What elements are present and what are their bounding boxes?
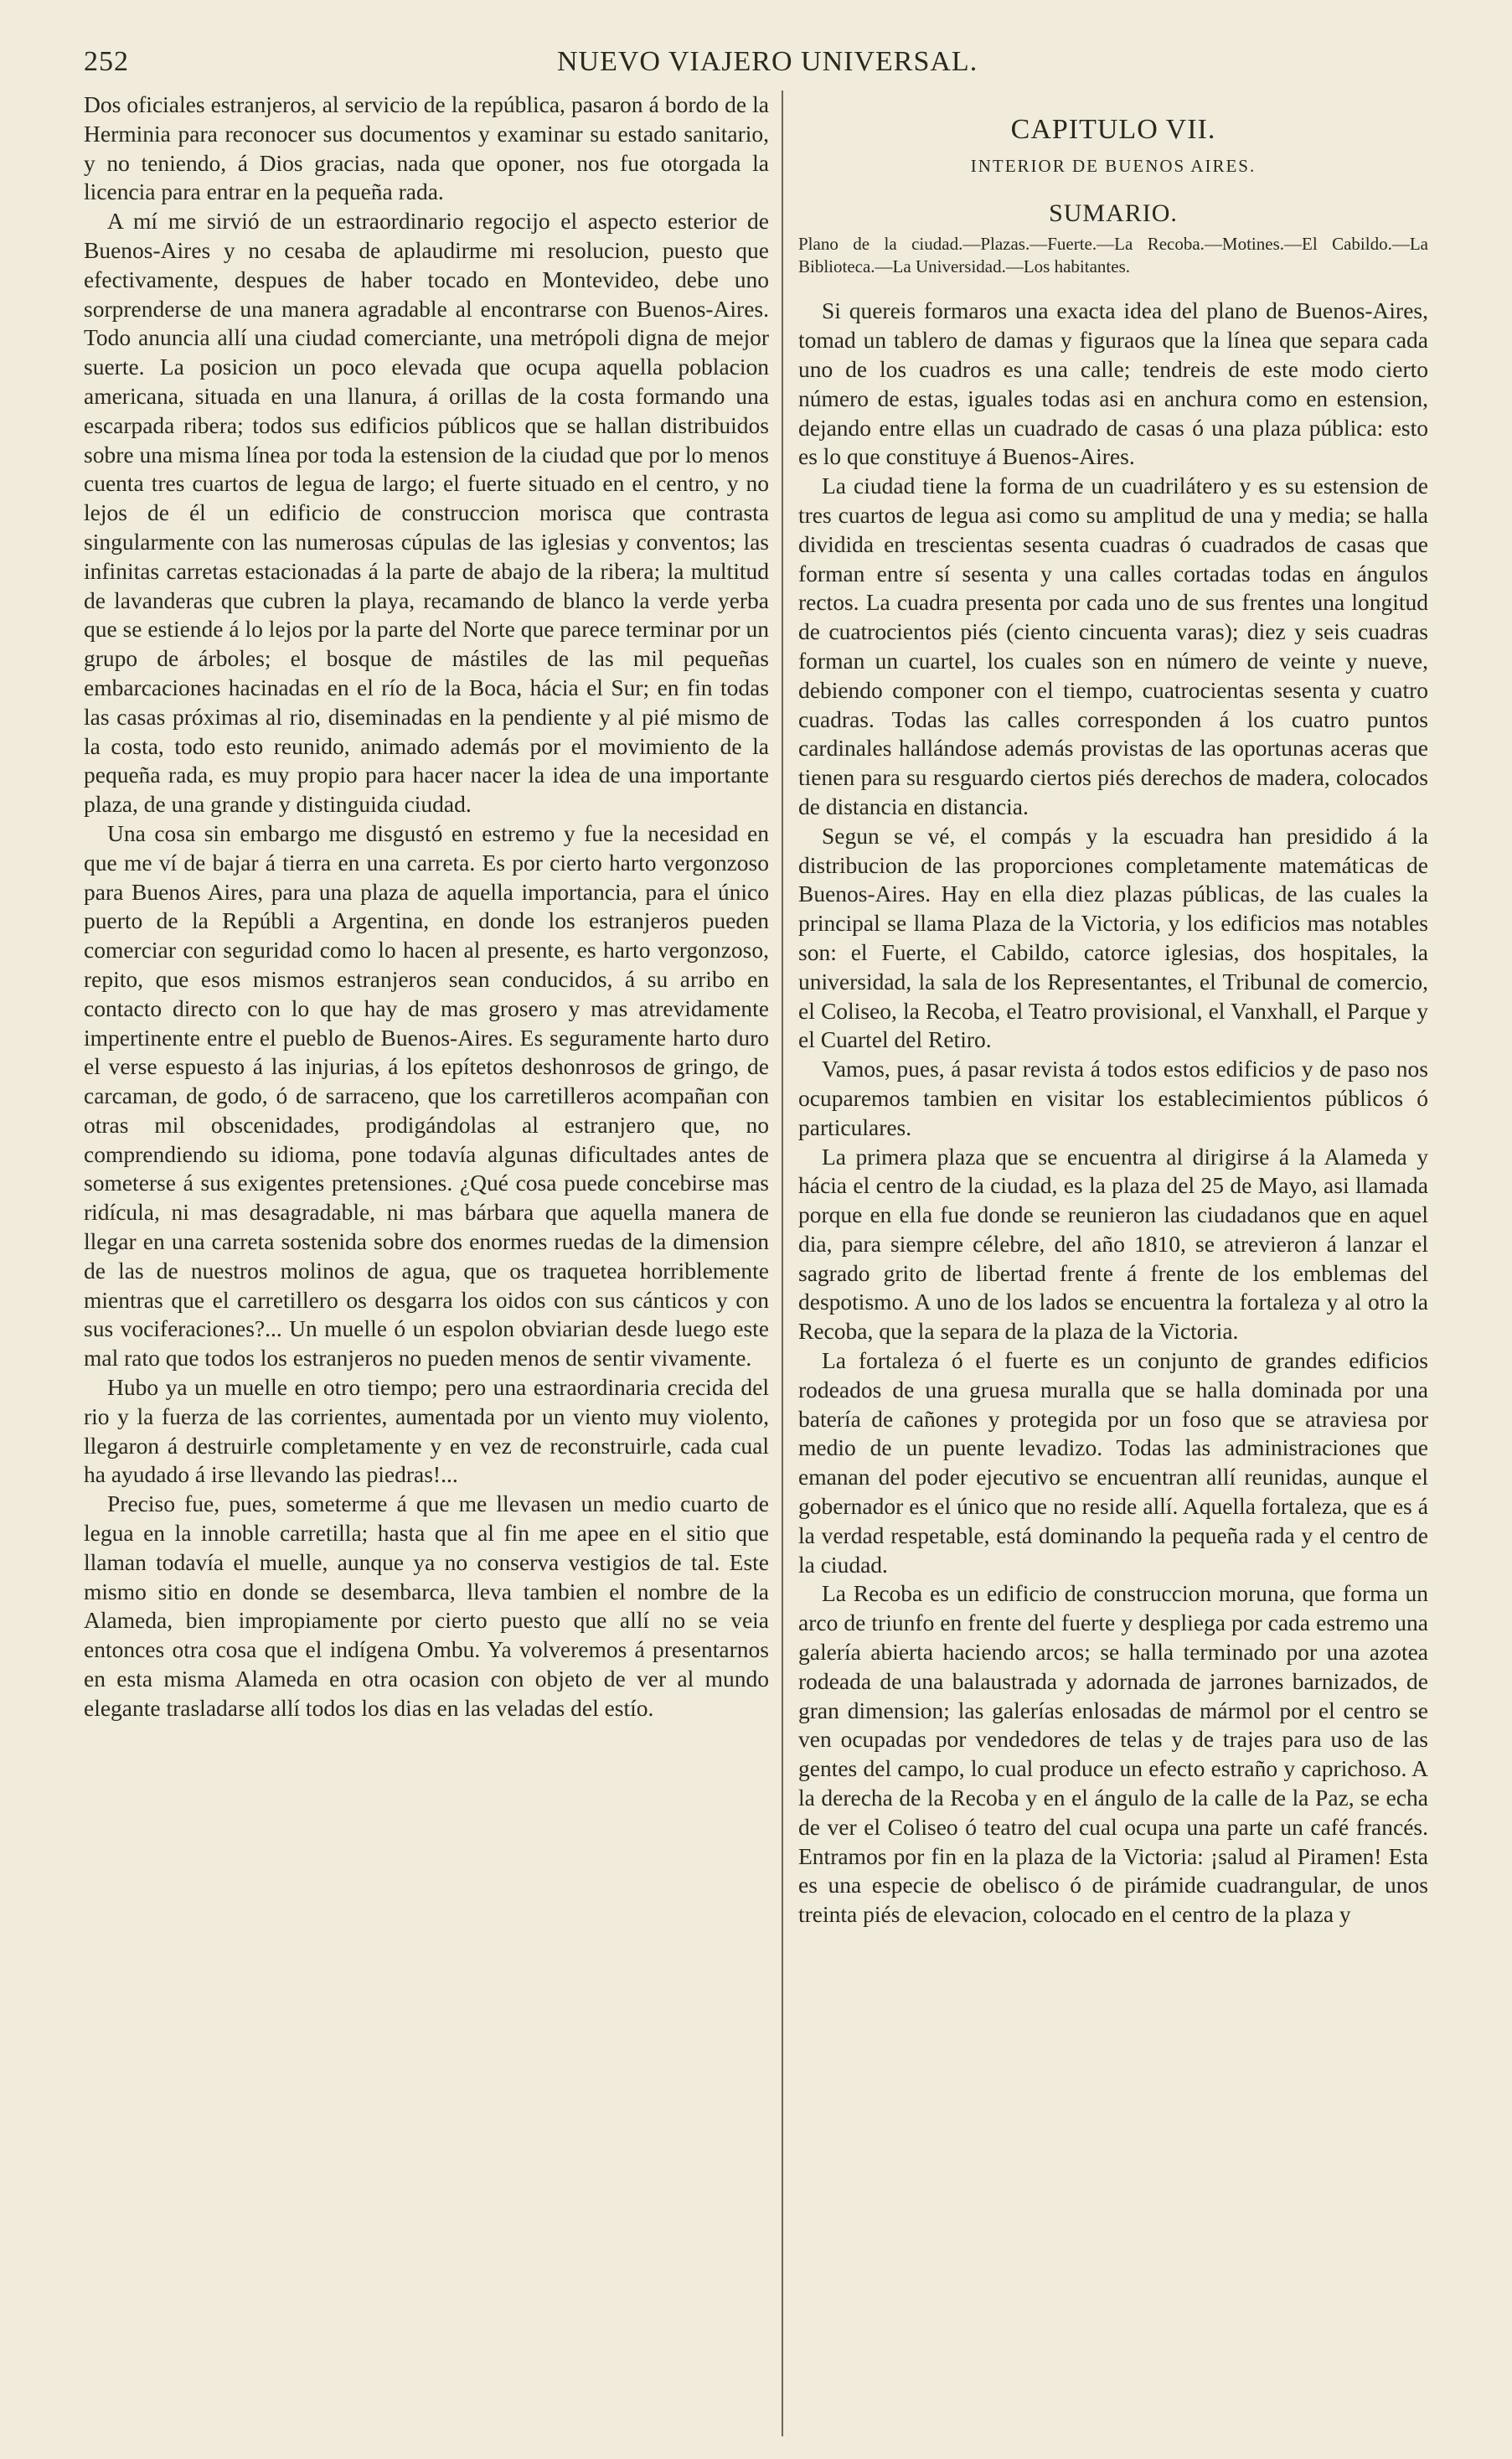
paragraph: La primera plaza que se encuentra al dirigirse á la Alameda y hácia el centro de la ciudad, es la plaza del 25 de Mayo, asi llamada porque en ella fue donde se reunieron las ciudadanos que en aquel dia, para siempre célebre, del año 1810, se atrevieron á lanzar el sagrado grito de libertad frente á frente de los emblemas del despotismo. A uno de los lados se encuentra la fortaleza y al otro la Recoba, que la separa de la plaza de la Victoria. (798, 1143, 1428, 1345)
chapter-subtitle: INTERIOR DE BUENOS AIRES. (970, 155, 1257, 176)
summary-text: Plano de la ciudad.—Plazas.—Fuerte.—La Recoba.—Motines.—El Cabildo.—La Biblioteca.—La Universidad.—Los habitantes. (798, 234, 1428, 277)
paragraph: Si quereis formaros una exacta idea del plano de Buenos-Aires, tomad un tablero de damas y figuraos que la línea que separa cada uno de los cuadros es una calle; tendreis de este modo cierto número de estas, iguales todas asi en anchura como en estension, dejando entre ellas un cuadrado de casas ó una plaza pública: esto es lo que constituye á Buenos-Aires. (798, 297, 1428, 470)
paragraph: A mí me sirvió de un estraordinario regocijo el aspecto esterior de Buenos-Aires y no cesaba de aplaudirme mi resolucion, puesto que efectivamente, despues de haber tocado en Montevideo, debe uno sorprenderse de una manera agradable al encontrarse con Buenos-Aires. Todo anuncia allí una ciudad comerciante, una metrópoli digna de mejor suerte. La posicion un poco elevada que ocupa aquella poblacion americana, situada en una llanura, á orillas de la costa formando una escarpada ribera; todos sus edificios públicos que se hallan distribuidos sobre una misma línea por toda la estension de la ciudad que por lo menos cuenta tres cuartos de legua de largo; el fuerte situado en el centro, y no lejos de él un edificio de construccion morisca que contrasta singularmente con las numerosas cúpulas de las iglesias y conventos; las infinitas carretas estacionadas á la parte de abajo de la ribera; la multitud de lavanderas que cubren la playa, recamando de blanco la verde yerba que se estiende á lo lejos por la parte del Norte que parece terminar por un grupo de árboles; el bosque de mástiles de las mil pequeñas embarcaciones hacinadas en el río de la Boca, hácia el Sur; en fin todas las casas próximas al rio, diseminadas en la pendiente y al pié mismo de la costa, todo esto reunido, animado además por el movimiento de la pequeña rada, es muy propio para hacer nacer la idea de una importante plaza, de una grande y distinguida ciudad. (84, 208, 769, 818)
paragraph: La ciudad tiene la forma de un cuadrilátero y es su estension de tres cuartos de legua asi como su amplitud de una y media; se halla dividida en trescientas sesenta cuadras ó cuadrados de casas que forman entre sí sesenta y una calles cortadas todas en ángulos rectos. La cuadra presenta por cada uno de sus frentes una longitud de cuatrocientos piés (ciento cincuenta varas); diez y seis cuadras forman un cuartel, los cuales son en número de veinte y nueve, debiendo componer con el tiempo, cuatrocientas sesenta y cuatro cuadras. Todas las calles corresponden á los cuatro puntos cardinales hallándose además provistas de las oportunas aceras que tienen para su resguardo ciertos piés derechos de madera, colocados de distancia en distancia. (798, 473, 1428, 819)
paragraph: Preciso fue, pues, someterme á que me llevasen un medio cuarto de legua en la innoble carretilla; hasta que al fin me apee en el sitio que llaman todavía el muelle, aunque ya no conserva vestigios de tal. Este mismo sitio en donde se desembarca, lleva tambien el nombre de la Alameda, bien impropiamente por cierto puesto que allí no se veia entonces otra cosa que el indígena Ombu. Ya volveremos á presentarnos en esta misma Alameda en otra ocasion con objeto de ver al mundo elegante trasladarse allí todos los dias en las veladas del estío. (84, 1490, 769, 1721)
summary-heading: SUMARIO. (1049, 199, 1178, 227)
paragraph: Hubo ya un muelle en otro tiempo; pero una estraordinaria crecida del rio y la fuerza de las corrientes, aumentada por un viento muy violento, llegaron á destruirle completamente y en vez de reconstruirle, cada cual ha ayudado á irse llevando las piedras!... (84, 1374, 769, 1488)
paragraph: Segun se vé, el compás y la escuadra han presidido á la distribucion de las proporciones completamente matemáticas de Buenos-Aires. Hay en ella diez plazas públicas, de las cuales la principal se llama Plaza de la Victoria, y los edificios mas notables son: el Fuerte, el Cabildo, catorce iglesias, dos hospitales, la universidad, la sala de los Representantes, el Tribunal de comercio, el Coliseo, la Recoba, el Teatro provisional, el Vanxhall, el Parque y el Cuartel del Retiro. (798, 822, 1428, 1053)
column-divider (782, 90, 783, 2436)
paragraph: Dos oficiales estranjeros, al servicio de la república, pasaron á bordo de la Herminia para reconocer sus documentos y examinar su estado sanitario, y no teniendo, á Dios gracias, nada que oponer, nos fue otorgada la licencia para entrar en la pequeña rada. (84, 91, 769, 205)
left-column (84, 90, 769, 2425)
page-number: 252 (84, 46, 129, 77)
right-column (798, 116, 1428, 2425)
paragraph: La Recoba es un edificio de construccion moruna, que forma un arco de triunfo en frente del fuerte y despliega por cada estremo una galería abierta haciendo arcos; se halla terminado por una azotea rodeada de una balaustrada y adornada de jarrones barnizados, de gran dimension; las galerías enlosadas de mármol por el centro se ven ocupadas por vendedores de telas y de trajes para uso de las gentes del campo, lo cual produce un efecto estraño y caprichoso. A la derecha de la Recoba y en el ángulo de la calle de la Paz, se echa de ver el Coliseo ó teatro del cual ocupa una parte un café francés. Entramos por fin en la plaza de la Victoria: ¡salud al Piramen! Esta es una especie de obelisco ó de pirámide cuadrangular, de unos treinta piés de elevacion, colocado en el centro de la plaza y (798, 1580, 1428, 1928)
paragraph: Una cosa sin embargo me disgustó en estremo y fue la necesidad en que me ví de bajar á tierra en una carreta. Es por cierto harto vergonzoso para Buenos Aires, para una plaza de aquella importancia, para el único puerto de la Repúbli a Argentina, en donde los estranjeros pueden comerciar con seguridad como lo hacen al presente, es harto vergonzoso, repito, que esos mismos estranjeros sean conducidos, á su arribo en contacto directo con lo que hay de mas grosero y mas atrevidamente impertinente entre el pueblo de Buenos-Aires. Es seguramente harto duro el verse espuesto á las injurias, á los epítetos deshonrosos de gringo, de carcaman, de godo, ó de sarraceno, que los carretilleros acompañan con otras mil obscenidades, prodigándolas al estranjero que, no comprendiendo su idioma, pone todavía algunas dificultades antes de someterse á sus exigentes pretensiones. ¿Qué cosa puede concebirse mas ridícula, ni mas desagradable, ni mas bárbara que aquella manera de llegar en una carreta sostenida sobre dos enormes ruedas de la dimension de las de nuestros molinos de agua, que os traquetea horriblemente mientras que el carretillero os desgarra los oidos con sus cánticos y con sus vociferaciones?... Un muelle ó un espolon obviarian desde luego este mal rato que todos los estranjeros no pueden menos de sentir vivamente. (84, 819, 769, 1372)
running-title: NUEVO VIAJERO UNIVERSAL. (557, 46, 978, 77)
chapter-title: CAPITULO VII. (1010, 116, 1216, 145)
paragraph: Vamos, pues, á pasar revista á todos estos edificios y de paso nos ocuparemos tambien en visitar los establecimientos públicos ó particulares. (798, 1056, 1428, 1140)
page-header (84, 46, 1466, 90)
paragraph: La fortaleza ó el fuerte es un conjunto de grandes edificios rodeados de una gruesa muralla que se halla dominada por una batería de cañones y protegida por un foso que se atraviesa por medio de un puente levadizo. Todas las administraciones que emanan del poder ejecutivo se encuentran allí reunidas, aunque el gobernador es el único que no reside allí. Aquella fortaleza, que es á la verdad respetable, está dominando la pequeña rada y el centro de la ciudad. (798, 1347, 1428, 1578)
